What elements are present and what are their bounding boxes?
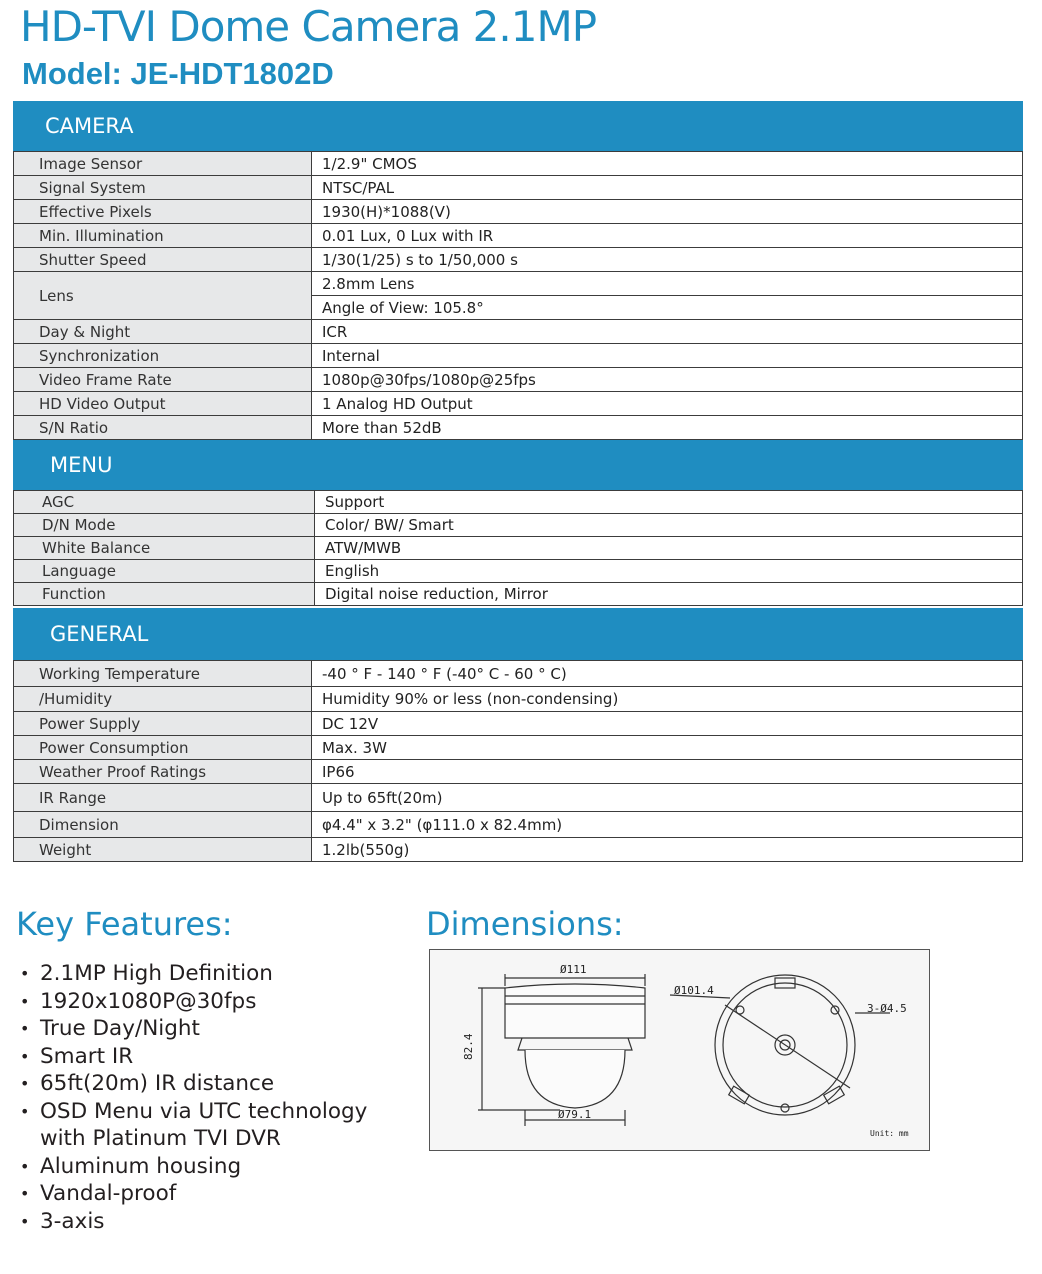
table-row: [14, 560, 1023, 583]
section-menu-header: [13, 440, 1023, 490]
table-row: [14, 176, 1023, 200]
spec-value: 1/30(1/25) s to 1/50,000 s: [312, 248, 1023, 272]
spec-value: Color/ BW/ Smart: [315, 514, 1023, 537]
spec-key: Day & Night: [14, 320, 312, 344]
list-item: • Smart IR: [18, 1043, 367, 1071]
dimension-drawing: [429, 949, 930, 1151]
table-row: [14, 248, 1023, 272]
features-list: [18, 960, 367, 1235]
spec-value: -40 ° F - 140 ° F (-40° C - 60 ° C): [312, 661, 1023, 687]
section-camera-header: [13, 101, 1023, 151]
list-item: • True Day/Night: [18, 1015, 367, 1043]
table-row: [14, 514, 1023, 537]
table-row: [14, 784, 1023, 812]
spec-key: Effective Pixels: [14, 200, 312, 224]
page-title: HD-TVI Dome Camera 2.1MP: [20, 2, 597, 51]
spec-key: Min. Illumination: [14, 224, 312, 248]
spec-value: ICR: [312, 320, 1023, 344]
spec-key: Image Sensor: [14, 152, 312, 176]
table-row: [14, 344, 1023, 368]
spec-key: Signal System: [14, 176, 312, 200]
spec-key: AGC: [14, 491, 315, 514]
spec-value: ATW/MWB: [315, 537, 1023, 560]
list-item-continuation: with Platinum TVI DVR: [40, 1126, 281, 1151]
spec-value: Humidity 90% or less (non-condensing): [312, 687, 1023, 712]
table-row: [14, 838, 1023, 862]
spec-value: More than 52dB: [312, 416, 1023, 440]
spec-value: Max. 3W: [312, 736, 1023, 760]
spec-value: Angle of View: 105.8°: [312, 296, 1023, 320]
dimension-drawing-svg: [430, 950, 931, 1152]
camera-spec-table: [13, 151, 1023, 440]
table-row: [14, 760, 1023, 784]
spec-key: Working Temperature: [14, 661, 312, 687]
spec-key: Power Supply: [14, 712, 312, 736]
spec-key: IR Range: [14, 784, 312, 812]
list-item: • 65ft(20m) IR distance: [18, 1070, 367, 1098]
section-camera-label: CAMERA: [13, 101, 1023, 151]
spec-value: DC 12V: [312, 712, 1023, 736]
section-general-header: [13, 608, 1023, 660]
spec-value: 0.01 Lux, 0 Lux with IR: [312, 224, 1023, 248]
spec-key: D/N Mode: [14, 514, 315, 537]
spec-key: HD Video Output: [14, 392, 312, 416]
table-row: [14, 583, 1023, 606]
table-row: [14, 368, 1023, 392]
spec-key: Synchronization: [14, 344, 312, 368]
model-number: Model: JE-HDT1802D: [22, 56, 334, 91]
table-row: [14, 736, 1023, 760]
table-row: [14, 712, 1023, 736]
dim-bottom-width: Ø79.1: [558, 1108, 592, 1121]
general-spec-table: [13, 660, 1023, 862]
spec-key: Function: [14, 583, 315, 606]
spec-key: Power Consumption: [14, 736, 312, 760]
dim-top-width: Ø111: [560, 963, 587, 976]
spec-value: English: [315, 560, 1023, 583]
spec-value: 1080p@30fps/1080p@25fps: [312, 368, 1023, 392]
spec-key: White Balance: [14, 537, 315, 560]
spec-value: φ4.4" x 3.2" (φ111.0 x 82.4mm): [312, 812, 1023, 838]
spec-key: Video Frame Rate: [14, 368, 312, 392]
list-item: • 3-axis: [18, 1208, 367, 1236]
spec-key: Shutter Speed: [14, 248, 312, 272]
spec-key: Language: [14, 560, 315, 583]
table-row: [14, 152, 1023, 176]
spec-value: 1.2lb(550g): [312, 838, 1023, 862]
table-row: [14, 200, 1023, 224]
list-item: • Aluminum housing: [18, 1153, 367, 1181]
spec-key: Weight: [14, 838, 312, 862]
side-view-drawing: [478, 974, 645, 1126]
spec-value: Up to 65ft(20m): [312, 784, 1023, 812]
dim-inner-diameter: Ø101.4: [674, 984, 714, 997]
spec-key: Weather Proof Ratings: [14, 760, 312, 784]
list-item: • OSD Menu via UTC technology: [18, 1098, 367, 1126]
spec-value: 1930(H)*1088(V): [312, 200, 1023, 224]
list-item: • 1920x1080P@30fps: [18, 988, 367, 1016]
features-heading: Key Features:: [16, 905, 233, 943]
list-item: • 2.1MP High Definition: [18, 960, 367, 988]
spec-value: Internal: [312, 344, 1023, 368]
section-menu-label: MENU: [13, 440, 1023, 490]
list-item: • Vandal-proof: [18, 1180, 367, 1208]
spec-value: Support: [315, 491, 1023, 514]
spec-key: S/N Ratio: [14, 416, 312, 440]
spec-key: /Humidity: [14, 687, 312, 712]
table-row: [14, 687, 1023, 712]
spec-value: IP66: [312, 760, 1023, 784]
dim-height: 82.4: [462, 1033, 475, 1060]
table-row: [14, 537, 1023, 560]
spec-value: 2.8mm Lens: [312, 272, 1023, 296]
spec-key: Dimension: [14, 812, 312, 838]
table-row: [14, 416, 1023, 440]
table-row: [14, 224, 1023, 248]
dim-holes: 3-Ø4.5: [867, 1002, 907, 1015]
spec-value: NTSC/PAL: [312, 176, 1023, 200]
spec-key: Lens: [14, 272, 312, 320]
menu-spec-table: [13, 490, 1023, 606]
table-row: [14, 320, 1023, 344]
section-general-label: GENERAL: [13, 608, 1023, 660]
table-row: [14, 812, 1023, 838]
table-row: [14, 491, 1023, 514]
dimensions-heading: Dimensions:: [426, 905, 624, 943]
table-row: [14, 661, 1023, 687]
spec-value: 1 Analog HD Output: [312, 392, 1023, 416]
spec-value: 1/2.9" CMOS: [312, 152, 1023, 176]
table-row: [14, 272, 1023, 296]
spec-value: Digital noise reduction, Mirror: [315, 583, 1023, 606]
dim-unit: Unit: mm: [870, 1129, 909, 1138]
table-row: [14, 392, 1023, 416]
